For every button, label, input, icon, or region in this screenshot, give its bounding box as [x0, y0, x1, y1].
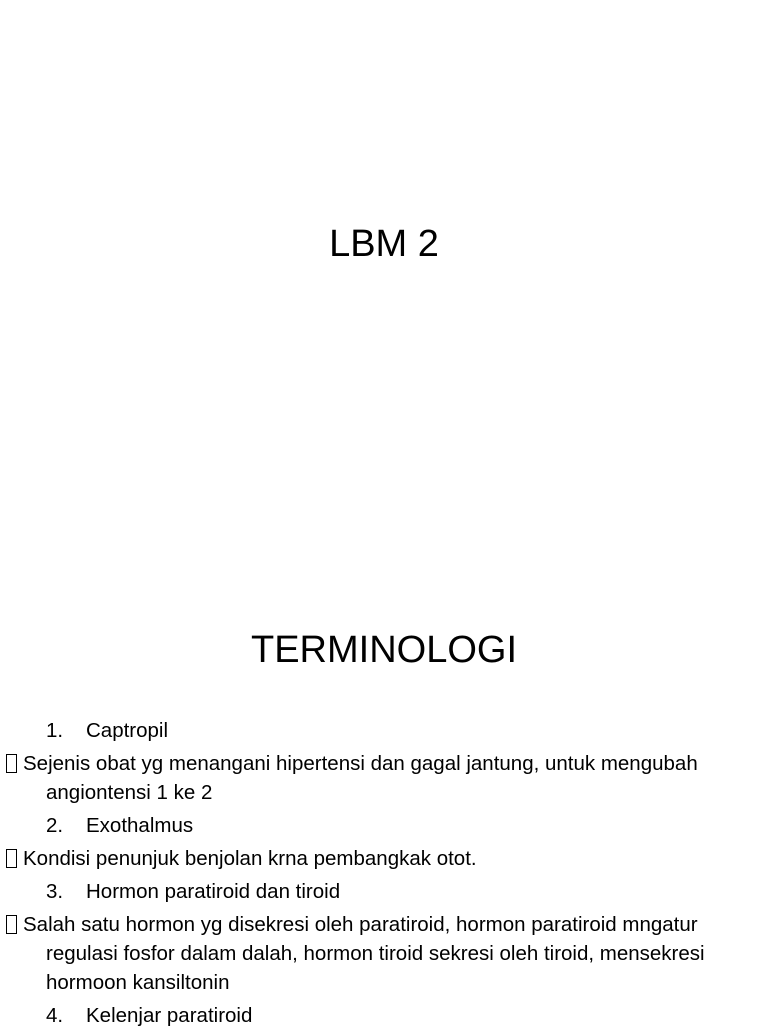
definition-item — [23, 844, 726, 873]
term-number: 4. — [46, 1004, 64, 1027]
term-number: 1. — [46, 719, 64, 742]
definition-text: Salah satu hormon yg disekresi oleh paratiroid, hormon paratiroid mngatur regulasi fosfor dalam dalah, hormon tiroid sekresi oleh tiroid, mensekresi hormoon kansiltonin — [23, 913, 705, 994]
arrow-bullet-icon — [6, 915, 17, 934]
definition-text: Kondisi penunjuk benjolan krna pembangkak otot. — [23, 847, 477, 870]
term-number: 3. — [46, 880, 64, 903]
term-label: Kelenjar paratiroid — [86, 1004, 253, 1027]
term-item — [46, 877, 726, 906]
term-number: 2. — [46, 814, 64, 837]
slide-title: LBM 2 — [329, 223, 439, 265]
term-label: Captropil — [86, 719, 169, 742]
definition-text: Sejenis obat yg menangani hipertensi dan gagal jantung, untuk mengubah angiontensi 1 ke 2 — [23, 752, 698, 804]
term-item — [46, 1001, 726, 1030]
term-item — [46, 716, 726, 745]
term-label: Hormon paratiroid dan tiroid — [86, 880, 341, 903]
terminology-list — [23, 716, 726, 1034]
term-item — [46, 811, 726, 840]
arrow-bullet-icon — [6, 849, 17, 868]
arrow-bullet-icon — [6, 754, 17, 773]
definition-item — [23, 749, 726, 807]
section-title: TERMINOLOGI — [250, 629, 518, 671]
term-label: Exothalmus — [86, 814, 194, 837]
definition-item — [23, 910, 726, 997]
